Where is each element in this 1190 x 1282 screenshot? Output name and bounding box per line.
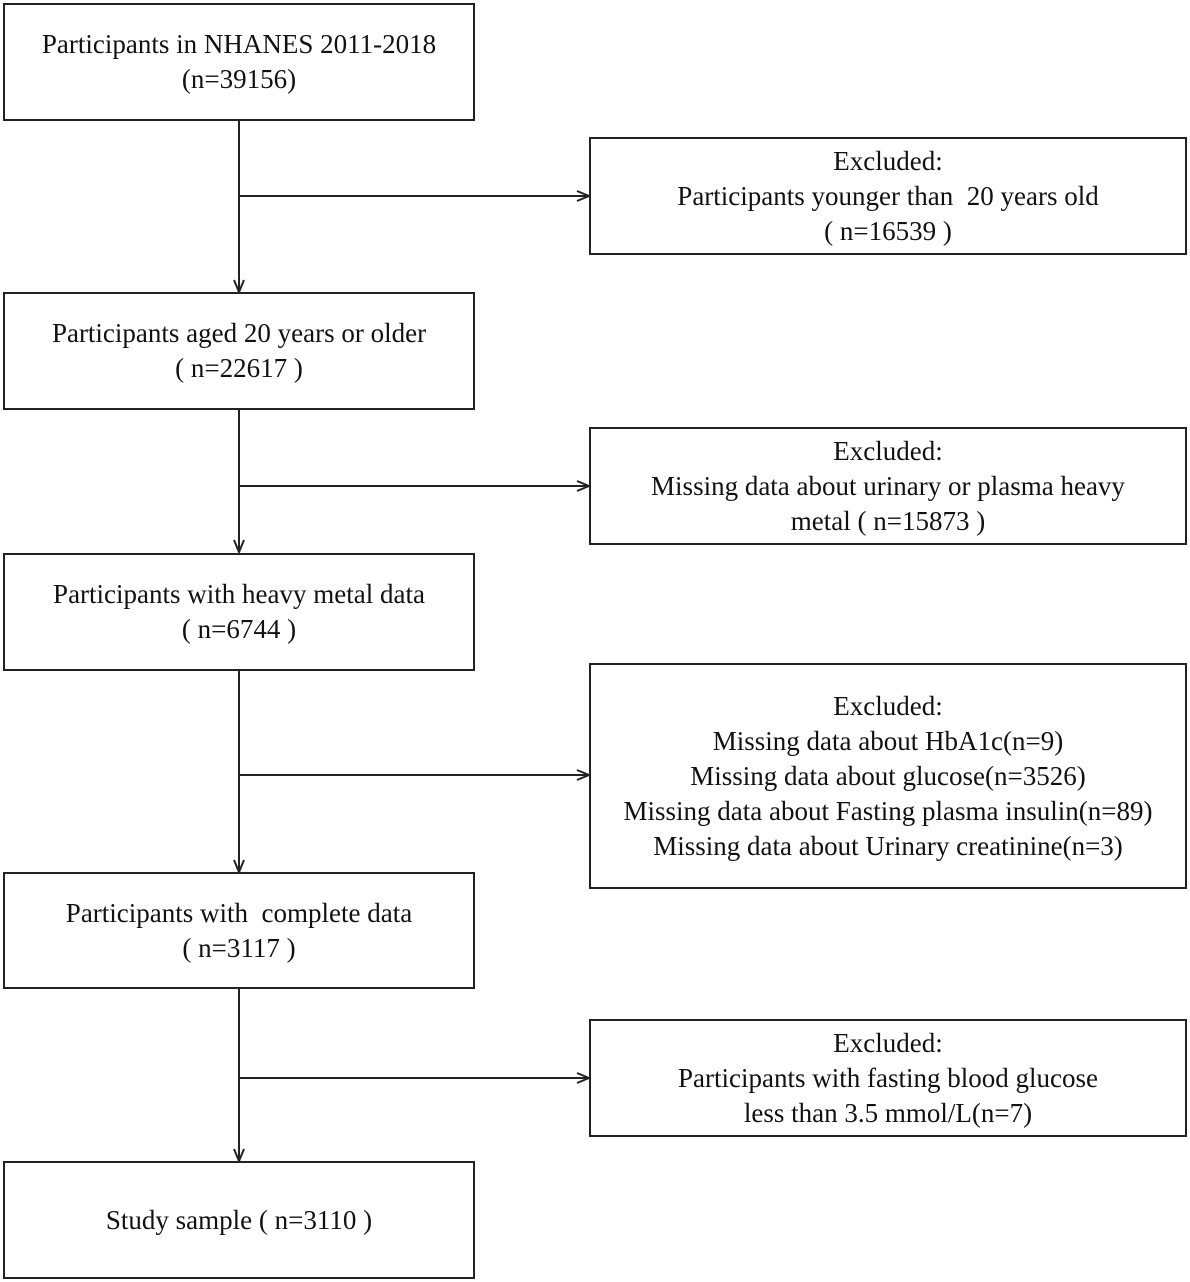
box-text-line: Excluded: [833,1027,943,1058]
box-text-line: Participants with fasting blood glucose [678,1062,1098,1093]
box-text-line: ( n=22617 ) [175,353,303,383]
box-text-line: Excluded: [833,690,943,721]
box-text-line: Participants younger than 20 years old [677,180,1099,211]
box-text-line: Study sample ( n=3110 ) [105,1204,373,1235]
box-text-line: Missing data about HbA1c(n=9) [712,725,1064,756]
box-all-participants [3,3,475,121]
box-text-line: ( n=3117 ) [182,932,296,963]
box-excluded-missing-lab-data [589,663,1187,889]
box-text-line: metal ( n=15873 ) [790,505,986,536]
box-text-line: Excluded: [833,435,943,466]
box-aged-20-or-older [3,292,475,410]
box-text-line: Missing data about Fasting plasma insulin(n=89) [623,795,1153,826]
box-text-line: Missing data about Urinary creatinine(n=3) [653,830,1123,861]
box-text-line: Participants with complete data [65,897,413,928]
box-text-line: Participants with heavy metal data [53,579,425,609]
box-text-line: ( n=16539 ) [824,215,952,246]
box-heavy-metal-data [3,553,475,671]
box-excluded-missing-heavy-metal [589,427,1187,545]
box-study-sample [3,1161,475,1279]
box-excluded-low-glucose [589,1019,1187,1137]
box-excluded-under-20 [589,137,1187,255]
box-text-line: less than 3.5 mmol/L(n=7) [743,1097,1033,1128]
box-text-line: (n=39156) [181,64,297,94]
box-text-line: Missing data about glucose(n=3526) [690,760,1086,791]
box-text-line: Participants in NHANES 2011-2018 [41,29,437,59]
box-text-line: Missing data about urinary or plasma heavy [651,470,1125,501]
box-text-line: Participants aged 20 years or older [51,318,427,348]
box-text-line: Excluded: [833,145,943,176]
box-text-line: ( n=6744 ) [181,614,297,644]
box-complete-data [3,872,475,989]
